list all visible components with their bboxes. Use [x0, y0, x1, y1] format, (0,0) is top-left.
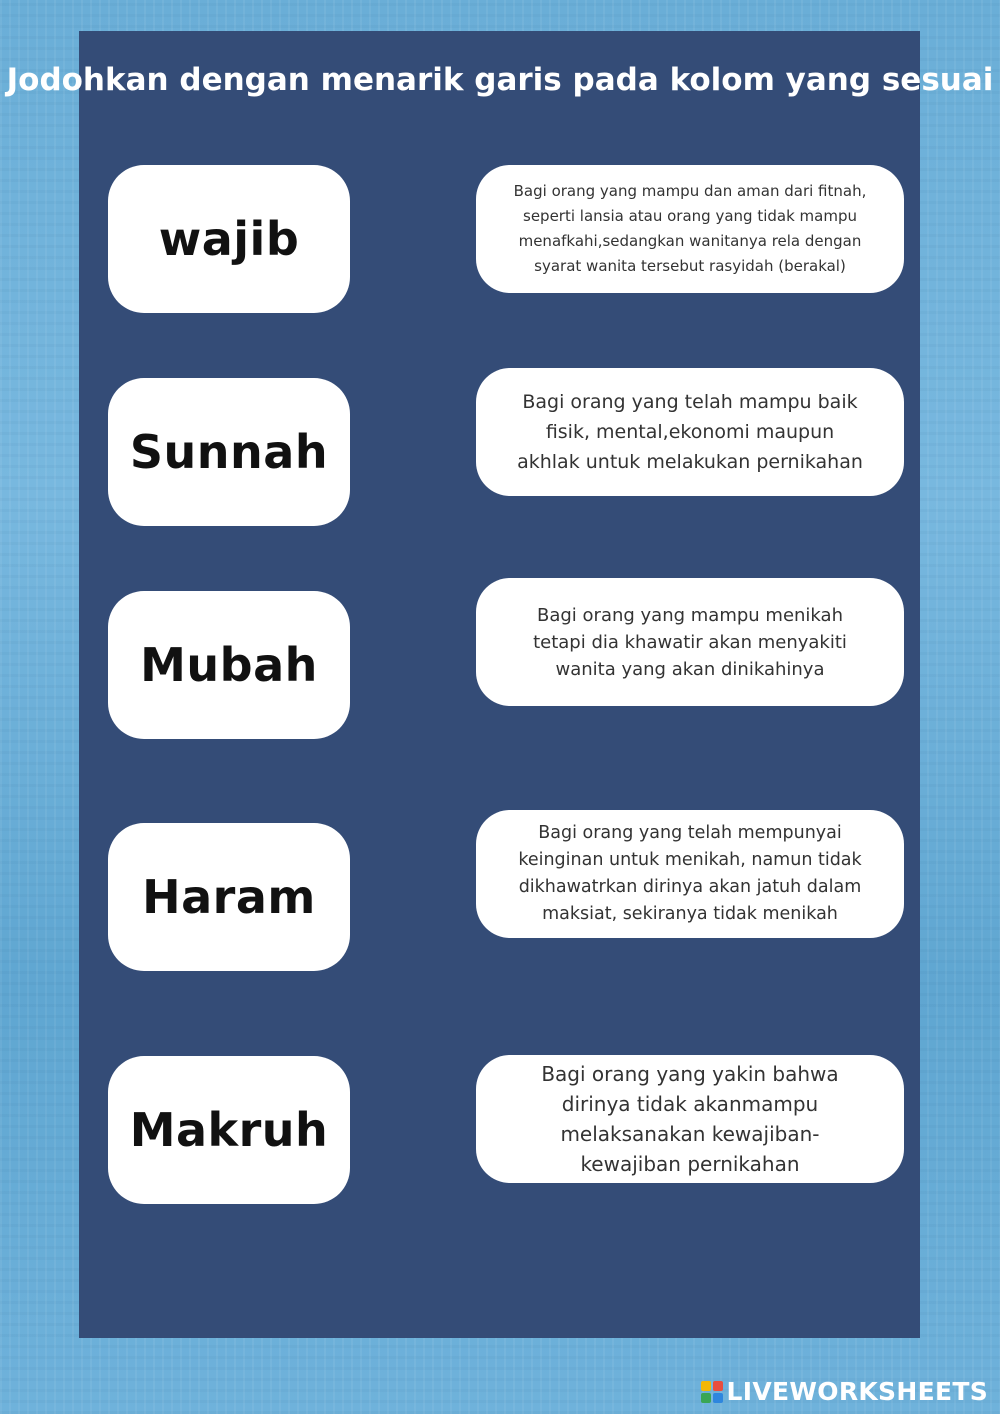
term-box-mubah[interactable] [108, 591, 350, 739]
description-text [517, 387, 863, 477]
description-box-1[interactable] [476, 165, 904, 293]
liveworksheets-logo-icon [701, 1381, 723, 1403]
page-title-text: Jodohkan dengan menarik garis pada kolom yang sesuai [6, 62, 994, 98]
description-text [514, 179, 867, 279]
description-line: seperti lansia atau orang yang tidak mampu [523, 207, 857, 225]
term-label: Haram [142, 870, 316, 924]
description-line: dirinya tidak akanmampu [561, 1092, 819, 1116]
description-line: akhlak untuk melakukan pernikahan [517, 451, 863, 473]
term-label: Mubah [140, 638, 318, 692]
description-line: keinginan untuk menikah, namun tidak [518, 850, 862, 870]
term-box-sunnah[interactable] [108, 378, 350, 526]
term-label: wajib [158, 212, 300, 266]
description-text [541, 1059, 838, 1179]
description-text [533, 602, 847, 683]
term-box-haram[interactable] [108, 823, 350, 971]
term-box-wajib[interactable] [108, 165, 350, 313]
term-label: Makruh [129, 1103, 329, 1157]
description-line: syarat wanita tersebut rasyidah (berakal) [534, 257, 846, 275]
logo-square-icon [701, 1393, 711, 1403]
description-line: Bagi orang yang telah mempunyai [538, 823, 842, 843]
description-line: tetapi dia khawatir akan menyakiti [533, 631, 847, 653]
description-line: Bagi orang yang mampu dan aman dari fitnah, [513, 182, 867, 200]
liveworksheets-brand [701, 1377, 988, 1406]
description-box-5[interactable] [476, 1055, 904, 1183]
description-box-3[interactable] [476, 578, 904, 706]
description-line: Bagi orang yang telah mampu baik [522, 391, 858, 413]
page-title [0, 56, 1000, 104]
description-text [518, 820, 861, 928]
description-line: Bagi orang yang mampu menikah [537, 604, 843, 626]
term-label: Sunnah [129, 425, 329, 479]
description-line: Bagi orang yang yakin bahwa [541, 1062, 839, 1086]
description-line: melaksanakan kewajiban- [560, 1122, 820, 1146]
description-line: kewajiban pernikahan [580, 1152, 800, 1176]
description-box-2[interactable] [476, 368, 904, 496]
description-line: menafkahi,sedangkan wanitanya rela dengan [518, 232, 862, 250]
description-line: maksiat, sekiranya tidak menikah [542, 904, 838, 924]
description-box-4[interactable] [476, 810, 904, 938]
description-line: fisik, mental,ekonomi maupun [545, 421, 835, 443]
description-line: dikhawatrkan dirinya akan jatuh dalam [518, 877, 862, 897]
logo-square-icon [713, 1393, 723, 1403]
logo-square-icon [713, 1381, 723, 1391]
description-line: wanita yang akan dinikahinya [555, 658, 825, 680]
term-box-makruh[interactable] [108, 1056, 350, 1204]
brand-name: LIVEWORKSHEETS [726, 1377, 988, 1406]
logo-square-icon [701, 1381, 711, 1391]
